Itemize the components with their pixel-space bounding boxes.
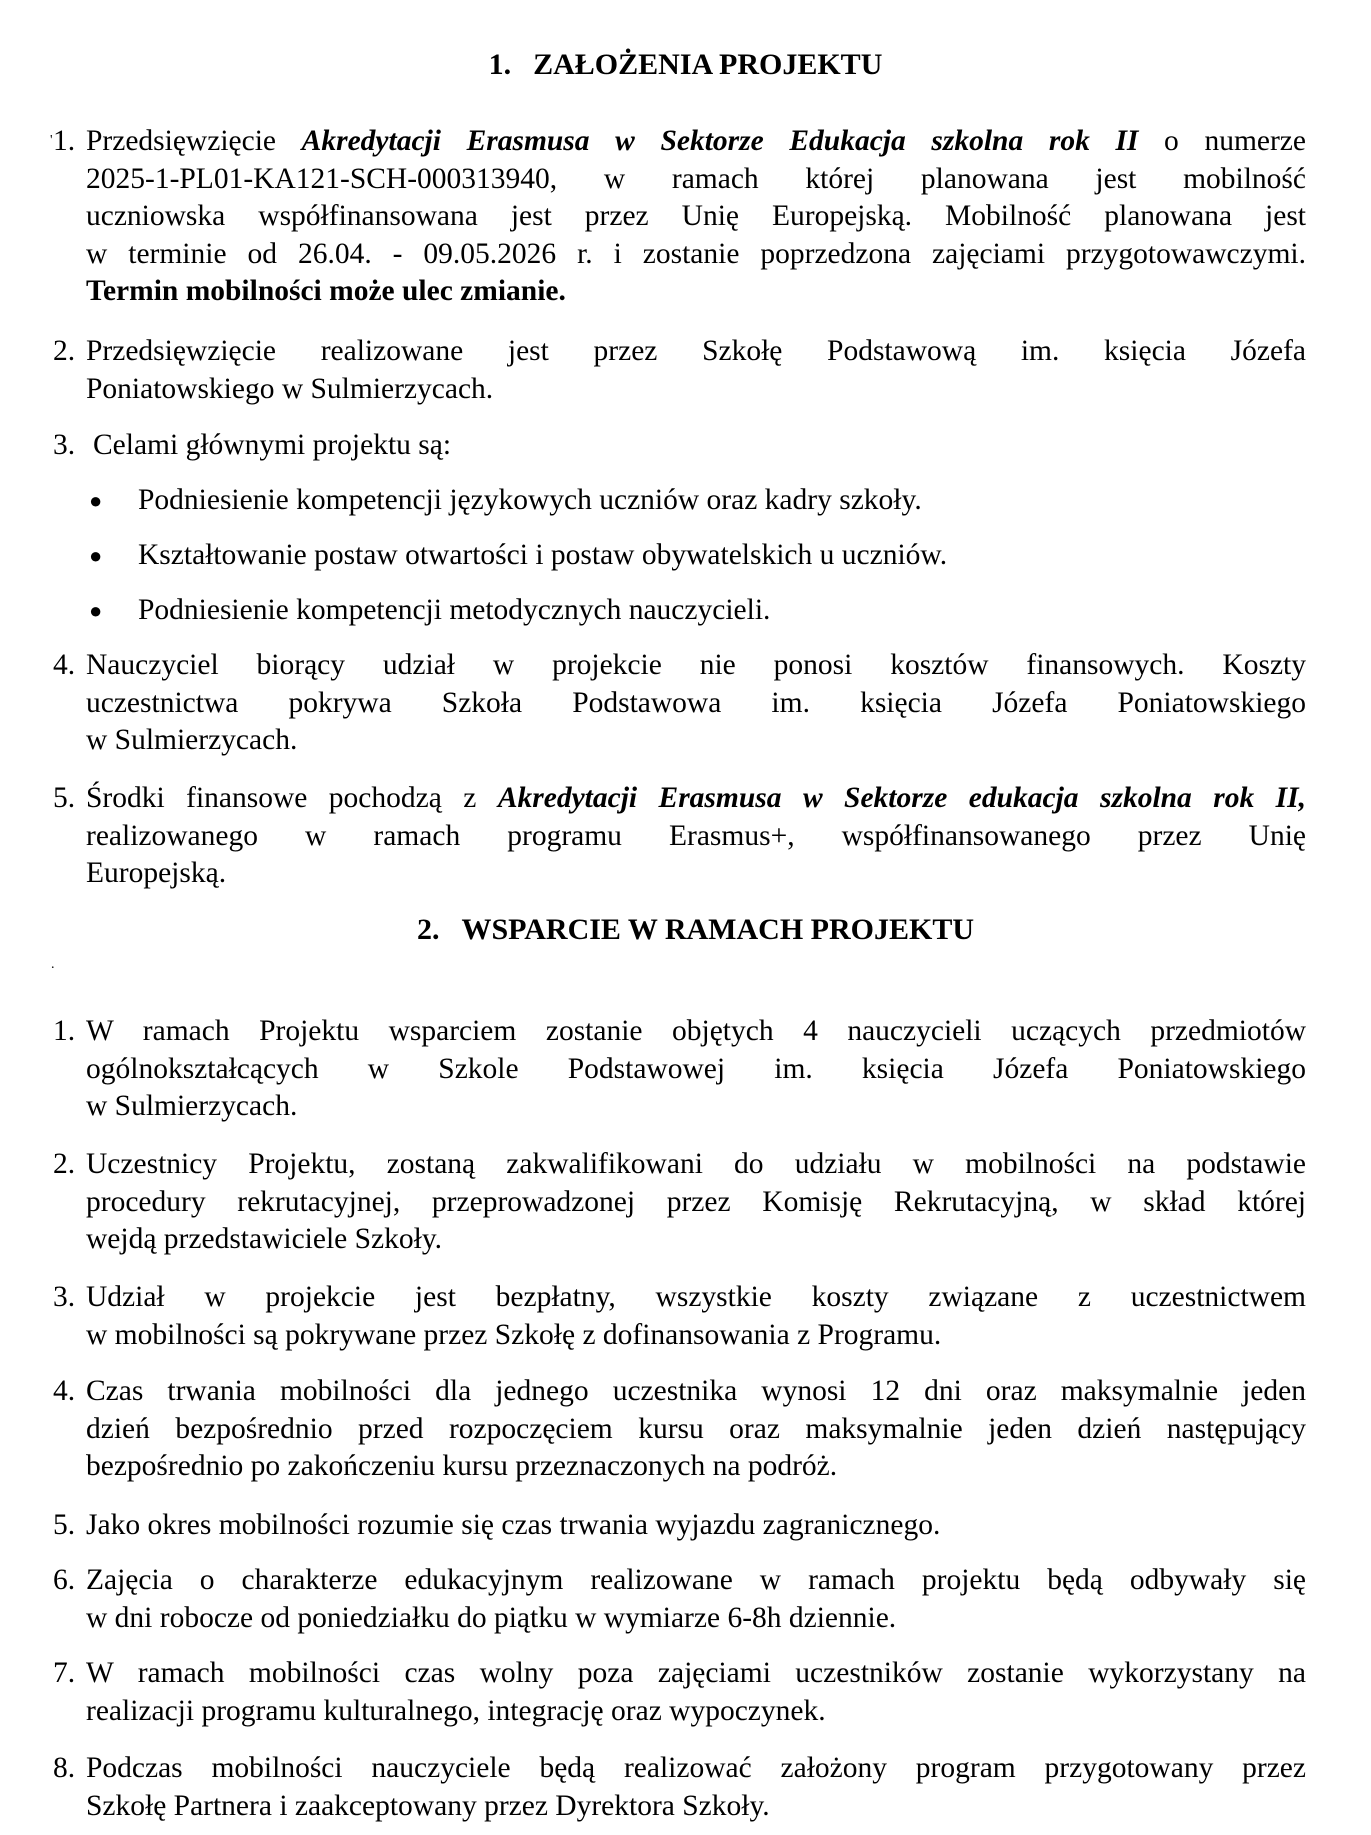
item-text: Przedsięwzięcie realizowane jest przez Szkołę Podstawową im. księcia Józefa <box>86 335 1306 367</box>
item-text: w Sulmierzycach. <box>86 724 298 756</box>
list-item <box>53 1146 1306 1259</box>
list-item <box>53 1750 1306 1825</box>
item-number: 8. <box>53 1752 76 1784</box>
list-item <box>53 780 1306 893</box>
list-item <box>53 1373 1306 1486</box>
item-number: 4. <box>53 649 76 681</box>
item-text: w dni robocze od poniedziałku do piątku w wymiarze 6-8h dziennie. <box>86 1601 897 1634</box>
item-text: W ramach Projektu wsparciem zostanie objętych 4 nauczycieli uczących przedmiotów <box>86 1015 1306 1047</box>
bullet-item <box>89 592 770 630</box>
item-text: uczniowska współfinansowana jest przez Unię Europejską. Mobilność planowana jest <box>86 200 1306 232</box>
section-1-heading <box>0 47 1371 83</box>
item-number: 5. <box>53 1509 76 1541</box>
item-number: 6. <box>53 1564 76 1596</box>
item-number: 2. <box>53 1148 76 1180</box>
item-text: Nauczyciel biorący udział w projekcie nie ponosi kosztów finansowych. Koszty <box>86 649 1306 681</box>
section-title: WSPARCIE W RAMACH PROJEKTU <box>461 913 975 946</box>
list-item <box>53 1562 1306 1637</box>
item-text: Czas trwania mobilności dla jednego uczestnika wynosi 12 dni oraz maksymalnie jeden <box>86 1375 1306 1407</box>
item-text: Szkołę Partnera i zaakceptowany przez Dyrektora Szkoły. <box>86 1789 770 1822</box>
bullet-icon: ● <box>89 598 103 623</box>
item-number: 2. <box>53 335 76 367</box>
list-item <box>53 1507 1306 1545</box>
stray-mark: ' <box>50 133 53 148</box>
bullet-icon: ● <box>89 543 103 568</box>
item-text: wejdą przedstawiciele Szkoły. <box>86 1223 443 1255</box>
item-number: 4. <box>53 1375 76 1407</box>
item-text: Uczestnicy Projektu, zostaną zakwalifikowani do udziału w mobilności na podstawie <box>86 1148 1306 1180</box>
bullet-item <box>89 482 922 520</box>
item-text: Celami głównymi projektu są: <box>93 429 452 461</box>
bullet-icon: ● <box>89 488 103 513</box>
item-text: o numerze <box>1138 125 1306 157</box>
list-item <box>53 1655 1306 1730</box>
item-text: Środki finansowe pochodzą z <box>86 782 498 814</box>
list-item <box>53 1013 1306 1126</box>
item-text: Udział w projekcie jest bezpłatny, wszystkie koszty związane z uczestnictwem <box>86 1281 1306 1313</box>
notice-bold: Termin mobilności może ulec zmianie. <box>86 275 566 307</box>
item-text: uczestnictwa pokrywa Szkoła Podstawowa im. księcia Józefa Poniatowskiego <box>86 686 1306 719</box>
bullet-text: Kształtowanie postaw otwartości i postaw obywatelskich u uczniów. <box>138 539 948 571</box>
item-text: dzień bezpośrednio przed rozpoczęciem kursu oraz maksymalnie jeden dzień następujący <box>86 1412 1306 1445</box>
item-text: w mobilności są pokrywane przez Szkołę z dofinansowania z Programu. <box>86 1318 942 1351</box>
section-number: 2. <box>416 913 440 946</box>
item-number: 3. <box>53 429 76 461</box>
item-text: procedury rekrutacyjnej, przeprowadzonej przez Komisję Rekrutacyjną, w skład której <box>86 1185 1306 1218</box>
list-item <box>53 1279 1306 1354</box>
item-number: 3. <box>53 1281 76 1313</box>
item-number: 7. <box>53 1657 76 1689</box>
item-text: W ramach mobilności czas wolny poza zajęciami uczestników zostanie wykorzystany na <box>86 1657 1306 1689</box>
item-number: 1. <box>53 1015 76 1047</box>
section-2-heading <box>10 912 1371 948</box>
stray-mark: . <box>51 957 55 972</box>
item-text: ogólnokształcących w Szkole Podstawowej im. księcia Józefa Poniatowskiego <box>86 1052 1306 1085</box>
program-name-italic: Akredytacji Erasmusa w Sektorze Edukacja szkolna rok II <box>301 125 1139 157</box>
item-text: Zajęcia o charakterze edukacyjnym realizowane w ramach projektu będą odbywały się <box>86 1564 1306 1596</box>
item-text: Poniatowskiego w Sulmierzycach. <box>86 372 494 405</box>
program-name-italic: Akredytacji Erasmusa w Sektorze edukacja szkolna rok II, <box>497 782 1306 814</box>
item-text: Przedsięwzięcie <box>86 125 302 157</box>
item-text: w terminie od 26.04. - 09.05.2026 r. i zostanie poprzedzona zajęciami przygotowawczymi. <box>86 237 1306 270</box>
item-number: 5. <box>53 782 76 814</box>
item-text: bezpośrednio po zakończeniu kursu przeznaczonych na podróż. <box>86 1450 838 1482</box>
item-text: 2025-1-PL01-KA121-SCH-000313940, w ramach której planowana jest mobilność <box>86 162 1306 195</box>
list-item <box>53 647 1306 760</box>
bullet-text: Podniesienie kompetencji językowych uczniów oraz kadry szkoły. <box>138 484 922 516</box>
item-text: Jako okres mobilności rozumie się czas trwania wyjazdu zagranicznego. <box>86 1509 941 1541</box>
item-text: w Sulmierzycach. <box>86 1090 298 1122</box>
section-number: 1. <box>488 48 512 81</box>
item-number: 1. <box>53 125 76 157</box>
bullet-item <box>89 537 947 575</box>
item-text: realizacji programu kulturalnego, integrację oraz wypoczynek. <box>86 1694 826 1727</box>
list-item <box>53 123 1306 311</box>
bullet-text: Podniesienie kompetencji metodycznych nauczycieli. <box>138 594 771 626</box>
list-item <box>53 427 1306 465</box>
section-title: ZAŁOŻENIA PROJEKTU <box>533 48 883 81</box>
item-text: Europejską. <box>86 857 227 889</box>
list-item <box>53 333 1306 408</box>
item-text: realizowanego w ramach programu Erasmus+, współfinansowanego przez Unię <box>86 819 1306 852</box>
item-text: Podczas mobilności nauczyciele będą realizować założony program przygotowany przez <box>86 1752 1306 1784</box>
